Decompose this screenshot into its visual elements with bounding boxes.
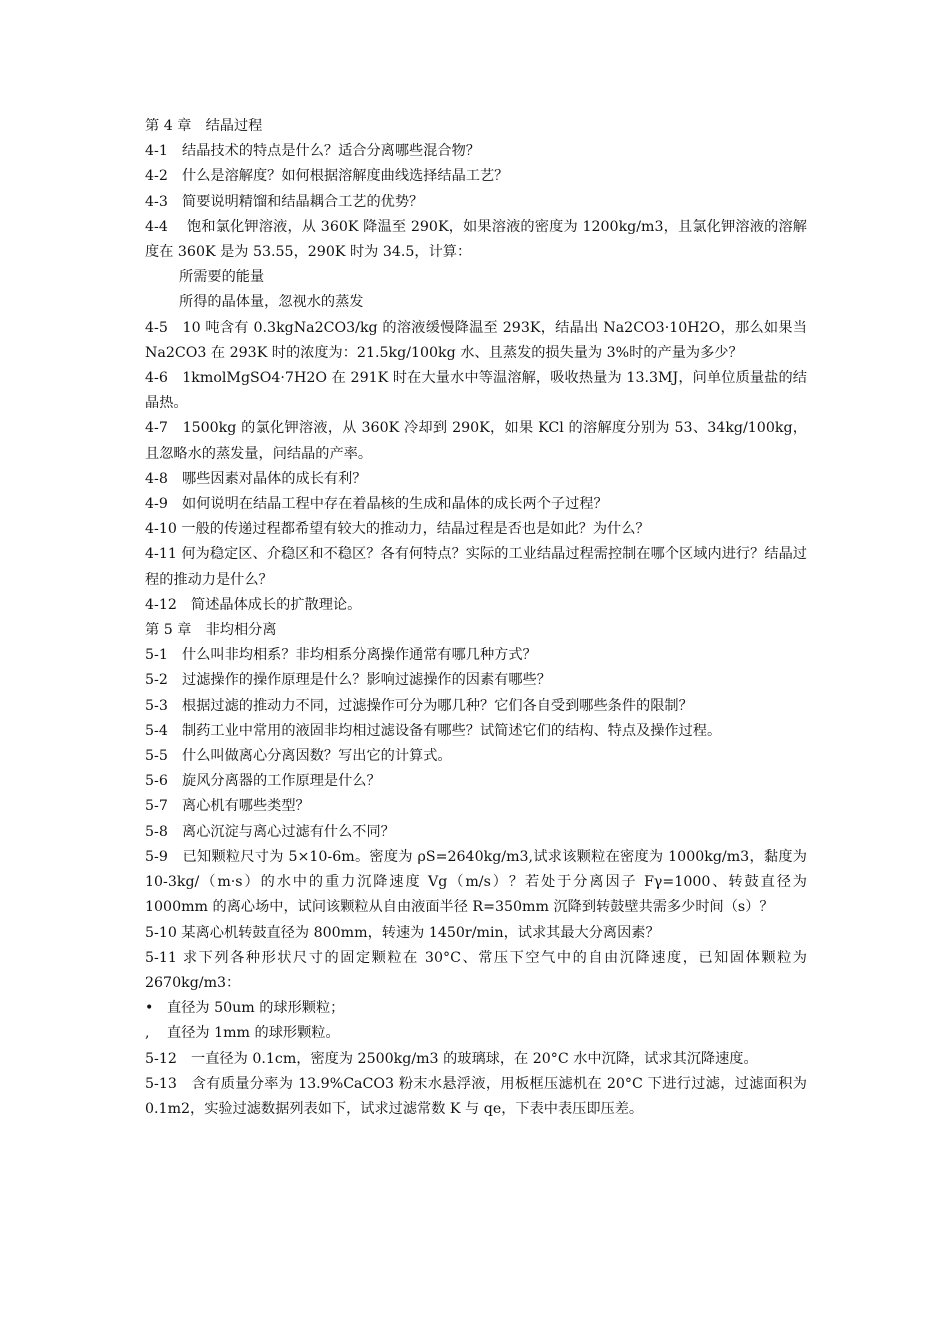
chapter-5-title: 第 5 章 非均相分离 [145,622,277,639]
question-5-11: 5-11 求下列各种形状尺寸的固定颗粒在 30°C、常压下空气中的自由沉降速度，已知固体颗粒为 2670kg/m3： [145,949,807,991]
question-5-3: 5-3 根据过滤的推动力不同，过滤操作可分为哪几种？它们各自受到哪些条件的限制？ [145,697,693,714]
question-4-4-item-a: 所需要的能量 [179,269,265,286]
question-4-3: 4-3 简要说明精馏和结晶耦合工艺的优势？ [145,193,424,210]
question-4-10: 4-10 一般的传递过程都希望有较大的推动力，结晶过程是否也是如此？为什么？ [145,521,650,538]
question-5-2: 5-2 过滤操作的操作原理是什么？影响过滤操作的因素有哪些？ [145,672,551,689]
bullet-item-1-text: 直径为 50um 的球形颗粒； [167,1000,345,1017]
question-4-11: 4-11 何为稳定区、介稳区和不稳区？各有何特点？实际的工业结晶过程需控制在哪个区域内进行？结晶过程的推动力是什么？ [145,546,807,588]
bullet-mark: • [145,1000,154,1017]
question-4-5: 4-5 10 吨含有 0.3kgNa2CO3/kg 的溶液缓慢降温至 293K，结晶出 Na2CO3·10H2O，那么如果当 Na2CO3 在 293K 时的浓度为：21.5kg/100kg 水、且蒸发的损失量为 3%时的产量为多少？ [145,319,807,361]
question-4-9: 4-9 如何说明在结晶工程中存在着晶核的生成和晶体的成长两个子过程？ [145,496,608,513]
bullet-item-1 [145,996,807,1021]
chapter-4-title: 第 4 章 结晶过程 [145,118,263,134]
question-4-4-item-b: 所得的晶体量，忽视水的蒸发 [179,294,364,311]
question-5-12: 5-12 一直径为 0.1cm，密度为 2500kg/m3 的玻璃球，在 20°C 水中沉降，试求其沉降速度。 [145,1050,758,1067]
question-5-9: 5-9 已知颗粒尺寸为 5×10-6m。密度为 ρS=2640kg/m3,试求该颗粒在密度为 1000kg/m3，黏度为 10-3kg/（m·s）的水中的重力沉降速度 Vg（m/s）？若处于分离因子 Fγ=1000、转鼓直径为 1000mm 的离心场中，试问该颗粒从自由液面半径 R=350mm 沉降到转鼓壁共需多少时间（s）？ [145,848,807,916]
question-4-6: 4-6 1kmolMgSO4·7H2O 在 291K 时在大量水中等温溶解，吸收热量为 13.3MJ，问单位质量盐的结晶热。 [145,370,807,412]
question-5-1: 5-1 什么叫非均相系？非均相系分离操作通常有哪几种方式？ [145,647,537,664]
question-5-8: 5-8 离心沉淀与离心过滤有什么不同？ [145,823,395,840]
document-page [145,114,807,1122]
question-4-1: 4-1 结晶技术的特点是什么？适合分离哪些混合物？ [145,143,480,160]
question-5-10: 5-10 某离心机转鼓直径为 800mm，转速为 1450r/min，试求其最大分离因素？ [145,924,660,941]
bullet-item-2 [145,1021,807,1046]
bullet-item-2-text: 直径为 1mm 的球形颗粒。 [167,1025,340,1042]
question-4-4: 4-4 饱和氯化钾溶液，从 360K 降温至 290K，如果溶液的密度为 1200kg/m3，且氯化钾溶液的溶解度在 360K 是为 53.55，290K 时为 34.5，计算： [145,218,807,261]
question-5-6: 5-6 旋风分离器的工作原理是什么？ [145,773,381,790]
question-4-2: 4-2 什么是溶解度？如何根据溶解度曲线选择结晶工艺？ [145,168,509,185]
question-4-8: 4-8 哪些因素对晶体的成长有利？ [145,470,367,487]
question-4-7: 4-7 1500kg 的氯化钾溶液，从 360K 冷却到 290K，如果 KCl 的溶解度分别为 53、34kg/100kg，且忽略水的蒸发量，问结晶的产率。 [145,420,807,462]
question-5-7: 5-7 离心机有哪些类型？ [145,798,310,815]
question-5-4: 5-4 制药工业中常用的液固非均相过滤设备有哪些？试简述它们的结构、特点及操作过程。 [145,722,722,739]
bullet-mark: , [145,1025,150,1042]
question-5-5: 5-5 什么叫做离心分离因数？写出它的计算式。 [145,748,452,765]
question-4-12: 4-12 简述晶体成长的扩散理论。 [145,596,362,613]
question-5-13: 5-13 含有质量分率为 13.9%CaCO3 粉末水悬浮液，用板框压滤机在 20°C 下进行过滤，过滤面积为 0.1m2，实验过滤数据列表如下，试求过滤常数 K 与 qe，下表中表压即压差。 [145,1075,807,1117]
